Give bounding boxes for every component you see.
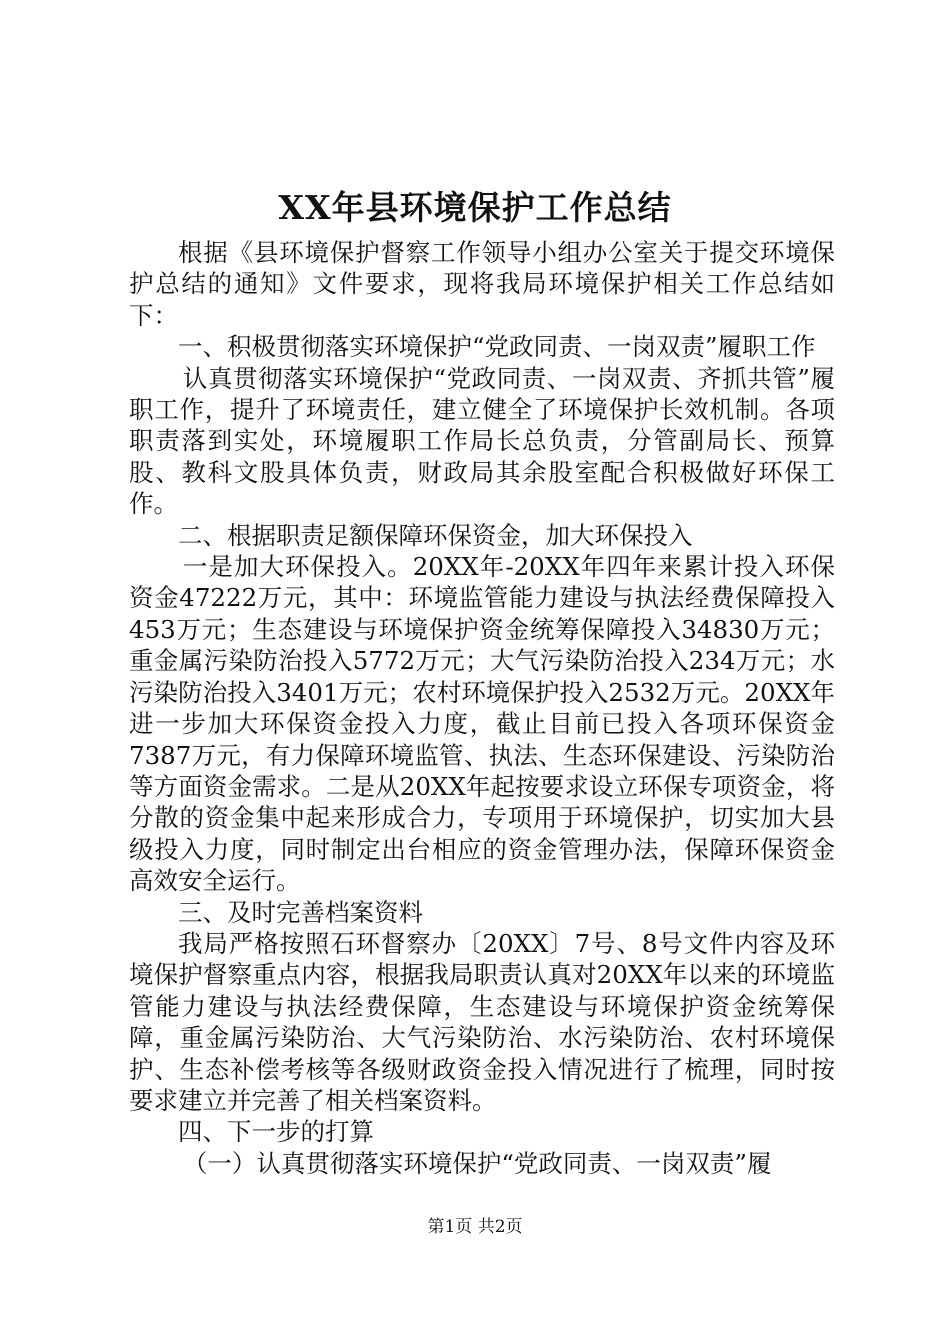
paragraph-section-3: 我局严格按照石环督察办〔20XX〕7号、8号文件内容及环境保护督察重点内容，根据我局职责认真对20XX年以来的环境监管能力建设与执法经费保障，生态建设与环境保护资金统筹保障，重金属污染防治、大气污染防治、水污染防治、农村环境保护、生态补偿考核等各级财政资金投入情况进行了梳理，同时按要求建立并完善了相关档案资料。 [129,928,835,1115]
section-heading-4: 四、下一步的打算 [178,1117,374,1147]
paragraph-intro: 根据《县环境保护督察工作领导小组办公室关于提交环境保护总结的通知》文件要求，现将我局环境保护相关工作总结如下： [129,238,835,330]
document-body [129,237,835,1179]
paragraph-section-1: 认真贯彻落实环境保护“党政同责、一岗双责、齐抓共管”履职工作，提升了环境责任，建立健全了环境保护长效机制。各项职责落到实处，环境履职工作局长总负责，分管副局长、预算股、教科文股具体负责，财政局其余股室配合积极做好环保工作。 [129,363,835,519]
document-title: XX年县环境保护工作总结 [278,188,672,227]
page-number-footer: 第1页 共2页 [427,1217,523,1237]
paragraph-section-4-item-1: （一）认真贯彻落实环境保护“党政同责、一岗双责”履 [182,1148,772,1178]
section-heading-3: 三、及时完善档案资料 [178,897,423,927]
section-heading-2: 二、根据职责足额保障环保资金，加大环保投入 [178,520,693,550]
paragraph-section-2: 一是加大环保投入。20XX年-20XX年四年来累计投入环保资金47222万元，其中：环境监管能力建设与执法经费保障投入453万元；生态建设与环境保护资金统筹保障投入34830万元；重金属污染防治投入5772万元；大气污染防治投入234万元；水污染防治投入3401万元；农村环境保护投入2532万元。20XX年进一步加大环保资金投入力度，截止目前已投入各项环保资金7387万元，有力保障环境监管、执法、生态环保建设、污染防治等方面资金需求。二是从20XX年起按要求设立环保专项资金，将分散的资金集中起来形成合力，专项用于环境保护，切实加大县级投入力度，同时制定出台相应的资金管理办法，保障环保资金高效安全运行。 [129,552,835,896]
section-heading-1: 一、积极贯彻落实环境保护“党政同责、一岗双责”履职工作 [178,332,816,362]
